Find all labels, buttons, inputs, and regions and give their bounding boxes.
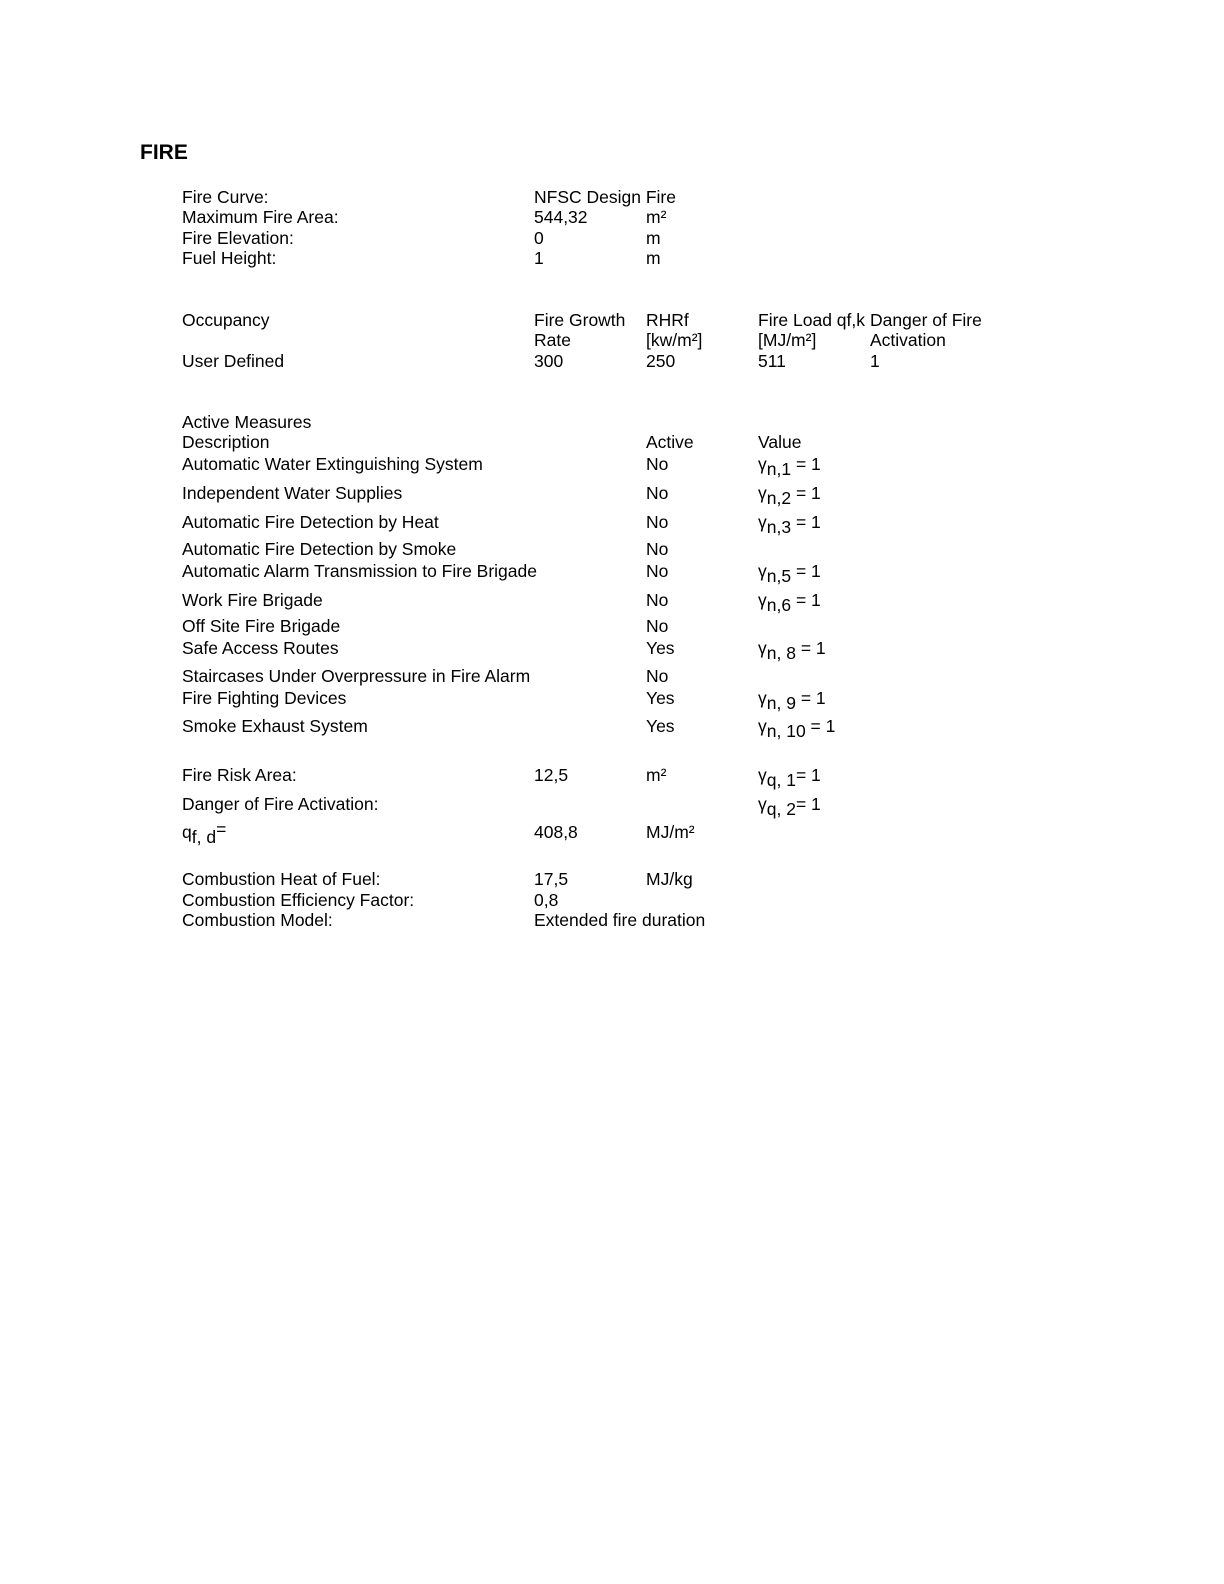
fire-load-value: 511 (758, 351, 786, 371)
gamma-equals: = 1 (805, 716, 836, 736)
fuel-height-value: 1 (534, 248, 544, 268)
measure-gamma-value (758, 454, 821, 479)
measure-description: Independent Water Supplies (182, 483, 403, 503)
gamma-subscript: n, 9 (766, 693, 796, 713)
gamma-equals: = 1 (791, 483, 821, 503)
combustion-model-value: Extended fire duration (534, 910, 706, 930)
combustion-model-label: Combustion Model: (182, 910, 333, 930)
max-fire-area-unit: m² (646, 207, 667, 227)
gamma-symbol: γ (758, 716, 767, 736)
qfd-unit: MJ/m² (646, 822, 695, 842)
measure-description: Automatic Alarm Transmission to Fire Brigade (182, 561, 537, 581)
fire-load-header-2: [MJ/m²] (758, 330, 817, 350)
measure-active: Yes (646, 716, 675, 736)
max-fire-area-value: 544,32 (534, 207, 588, 227)
measure-active: Yes (646, 638, 675, 658)
measure-gamma-value (758, 638, 826, 663)
gamma-subscript: n,6 (766, 595, 792, 615)
gamma-subscript: q, 2 (766, 799, 796, 819)
measure-active: No (646, 561, 669, 581)
gamma-symbol: γ (758, 765, 767, 785)
gamma-symbol: γ (758, 638, 767, 658)
danger-activation-label: Danger of Fire Activation: (182, 794, 379, 814)
gamma-subscript: n, 8 (766, 643, 796, 663)
gamma-equals: = 1 (795, 688, 826, 708)
fire-load-header-1: Fire Load qf,k (758, 310, 865, 330)
max-fire-area-label: Maximum Fire Area: (182, 207, 339, 227)
rhrf-header-1: RHRf (646, 310, 689, 330)
growth-value: 300 (534, 351, 564, 371)
measure-active: No (646, 483, 669, 503)
fire-risk-area-value: 12,5 (534, 765, 569, 785)
fire-curve-label: Fire Curve: (182, 187, 269, 207)
occupancy-header: Occupancy (182, 310, 270, 330)
measure-description: Work Fire Brigade (182, 590, 323, 610)
fuel-height-label: Fuel Height: (182, 248, 277, 268)
growth-header-1: Fire Growth (534, 310, 626, 330)
active-header: Active (646, 432, 694, 452)
measure-description: Automatic Water Extinguishing System (182, 454, 483, 474)
gamma-subscript: n,5 (766, 566, 792, 586)
measure-active: No (646, 616, 669, 636)
measure-gamma-value (758, 688, 826, 713)
gamma-subscript: n,2 (766, 488, 792, 508)
qfd-symbol (182, 819, 227, 847)
combustion-heat-value: 17,5 (534, 869, 569, 889)
occupancy-value: User Defined (182, 351, 285, 371)
fire-elevation-value: 0 (534, 228, 544, 248)
fire-risk-area-unit: m² (646, 765, 667, 785)
fire-risk-area-label: Fire Risk Area: (182, 765, 297, 785)
gamma-symbol: γ (758, 454, 767, 474)
measure-gamma-value (758, 561, 821, 586)
qfd-equals: = (216, 819, 227, 839)
fire-elevation-label: Fire Elevation: (182, 228, 294, 248)
fire-curve-value: NFSC Design Fire (534, 187, 676, 207)
measure-active: No (646, 666, 669, 686)
combustion-eff-value: 0,8 (534, 890, 559, 910)
danger-value: 1 (870, 351, 880, 371)
description-header: Description (182, 432, 270, 452)
gamma-subscript: n,3 (766, 517, 792, 537)
qfd-q: q (182, 822, 192, 842)
measure-description: Safe Access Routes (182, 638, 339, 658)
gamma-symbol: γ (758, 590, 767, 610)
gamma-symbol: γ (758, 794, 767, 814)
combustion-eff-label: Combustion Efficiency Factor: (182, 890, 415, 910)
gamma-symbol: γ (758, 483, 767, 503)
measure-gamma-value (758, 483, 821, 508)
measure-gamma-value (758, 590, 821, 615)
measure-active: Yes (646, 688, 675, 708)
measure-description: Fire Fighting Devices (182, 688, 347, 708)
fire-elevation-unit: m (646, 228, 661, 248)
gamma-symbol: γ (758, 688, 767, 708)
value-header: Value (758, 432, 802, 452)
gamma-equals: = 1 (791, 590, 821, 610)
gamma-equals: = 1 (791, 561, 821, 581)
section-title: FIRE (140, 141, 188, 164)
measure-active: No (646, 454, 669, 474)
measure-active: No (646, 590, 669, 610)
combustion-heat-unit: MJ/kg (646, 869, 693, 889)
active-measures-title: Active Measures (182, 412, 312, 432)
gamma-symbol: γ (758, 561, 767, 581)
measure-active: No (646, 539, 669, 559)
growth-header-2: Rate (534, 330, 571, 350)
measure-description: Automatic Fire Detection by Smoke (182, 539, 457, 559)
gamma-equals: = 1 (791, 454, 821, 474)
gamma-subscript: n, 10 (766, 721, 806, 741)
gamma-equals: = 1 (795, 638, 826, 658)
rhrf-value: 250 (646, 351, 676, 371)
gamma-subscript: n,1 (766, 459, 792, 479)
measure-description: Staircases Under Overpressure in Fire Alarm (182, 666, 531, 686)
gamma-q2-value (758, 794, 821, 819)
danger-header-2: Activation (870, 330, 946, 350)
gamma-equals: = 1 (795, 765, 821, 785)
measure-gamma-value (758, 716, 836, 741)
danger-header-1: Danger of Fire (870, 310, 982, 330)
rhrf-header-2: [kw/m²] (646, 330, 703, 350)
measure-description: Smoke Exhaust System (182, 716, 368, 736)
qfd-value: 408,8 (534, 822, 578, 842)
measure-gamma-value (758, 512, 821, 537)
gamma-q1-value (758, 765, 821, 790)
combustion-heat-label: Combustion Heat of Fuel: (182, 869, 381, 889)
measure-description: Off Site Fire Brigade (182, 616, 341, 636)
measure-active: No (646, 512, 669, 532)
gamma-symbol: γ (758, 512, 767, 532)
gamma-equals: = 1 (795, 794, 821, 814)
gamma-equals: = 1 (791, 512, 821, 532)
fuel-height-unit: m (646, 248, 661, 268)
gamma-subscript: q, 1 (766, 770, 796, 790)
qfd-subscript: f, d (191, 827, 217, 847)
measure-description: Automatic Fire Detection by Heat (182, 512, 439, 532)
